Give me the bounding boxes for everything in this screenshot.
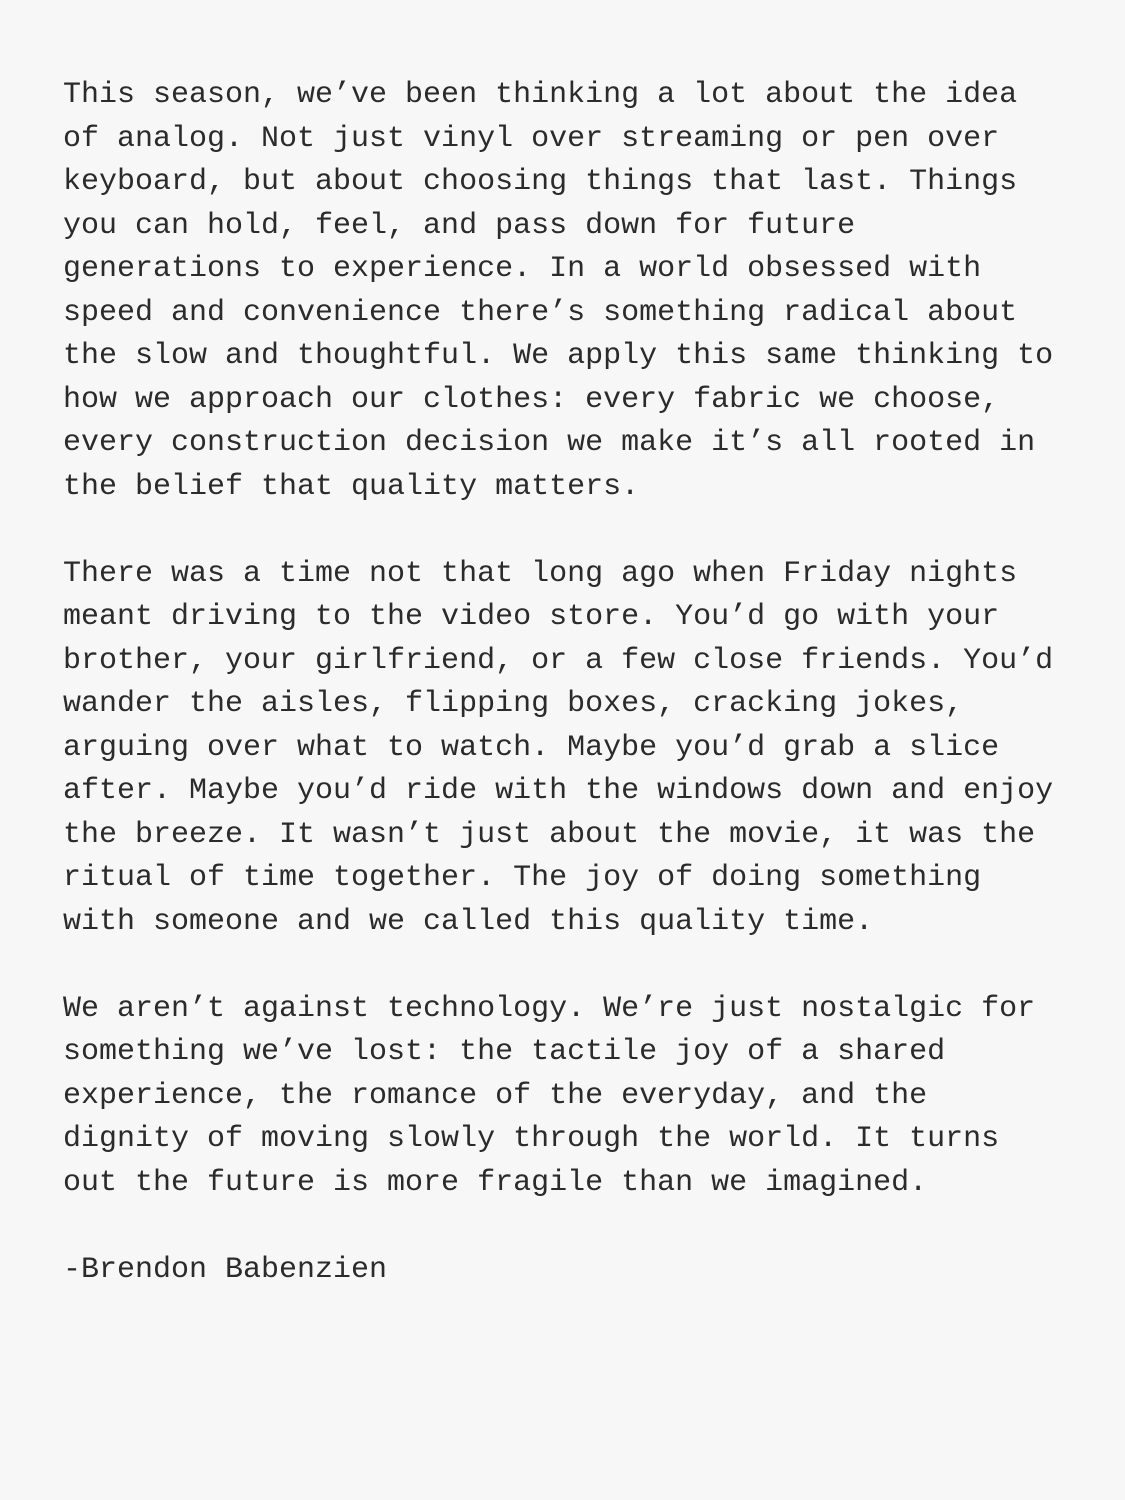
- text-line: of analog. Not just vinyl over streaming or pen over: [63, 121, 1000, 156]
- text-line: generations to experience. In a world obsessed with: [63, 252, 982, 286]
- text-line: There was a time not that long ago when Friday nights: [63, 556, 1018, 591]
- text-line: meant driving to the video store. You’d go with your: [63, 600, 1000, 634]
- text-line: the slow and thoughtful. We apply this same thinking to: [63, 339, 1054, 373]
- text-line: after. Maybe you’d ride with the windows down and enjoy: [63, 774, 1054, 808]
- text-line: keyboard, but about choosing things that last. Things: [63, 165, 1018, 199]
- text-line: how we approach our clothes: every fabric we choose,: [63, 382, 1000, 417]
- text-line: every construction decision we make it’s all rooted in: [63, 426, 1036, 460]
- text-line: This season, we’ve been thinking a lot about the idea: [63, 78, 1018, 112]
- text-line: out the future is more fragile than we imagined.: [63, 1165, 928, 1200]
- text-line: you can hold, feel, and pass down for future: [63, 208, 856, 243]
- text-line: something we’ve lost: the tactile joy of a shared: [63, 1035, 946, 1069]
- essay-paragraph-2: [63, 553, 1073, 945]
- text-line: We aren’t against technology. We’re just nostalgic for: [63, 991, 1036, 1026]
- text-line: the belief that quality matters.: [63, 469, 640, 504]
- text-line: speed and convenience there’s something radical about: [63, 295, 1018, 330]
- author-signature: -Brendon Babenzien: [63, 1252, 388, 1287]
- text-line: the breeze. It wasn’t just about the movie, it was the: [63, 817, 1036, 852]
- text-line: arguing over what to watch. Maybe you’d grab a slice: [63, 730, 1000, 765]
- text-line: ritual of time together. The joy of doing something: [63, 861, 982, 895]
- text-line: dignity of moving slowly through the world. It turns: [63, 1122, 1000, 1156]
- text-line: with someone and we called this quality time.: [63, 904, 874, 939]
- essay-paragraph-1: [63, 74, 1073, 509]
- essay-body: [63, 74, 1073, 1292]
- text-line: wander the aisles, flipping boxes, cracking jokes,: [63, 687, 964, 721]
- text-line: brother, your girlfriend, or a few close friends. You’d: [63, 643, 1054, 678]
- text-line: experience, the romance of the everyday, and the: [63, 1078, 928, 1113]
- essay-paragraph-3: [63, 988, 1073, 1206]
